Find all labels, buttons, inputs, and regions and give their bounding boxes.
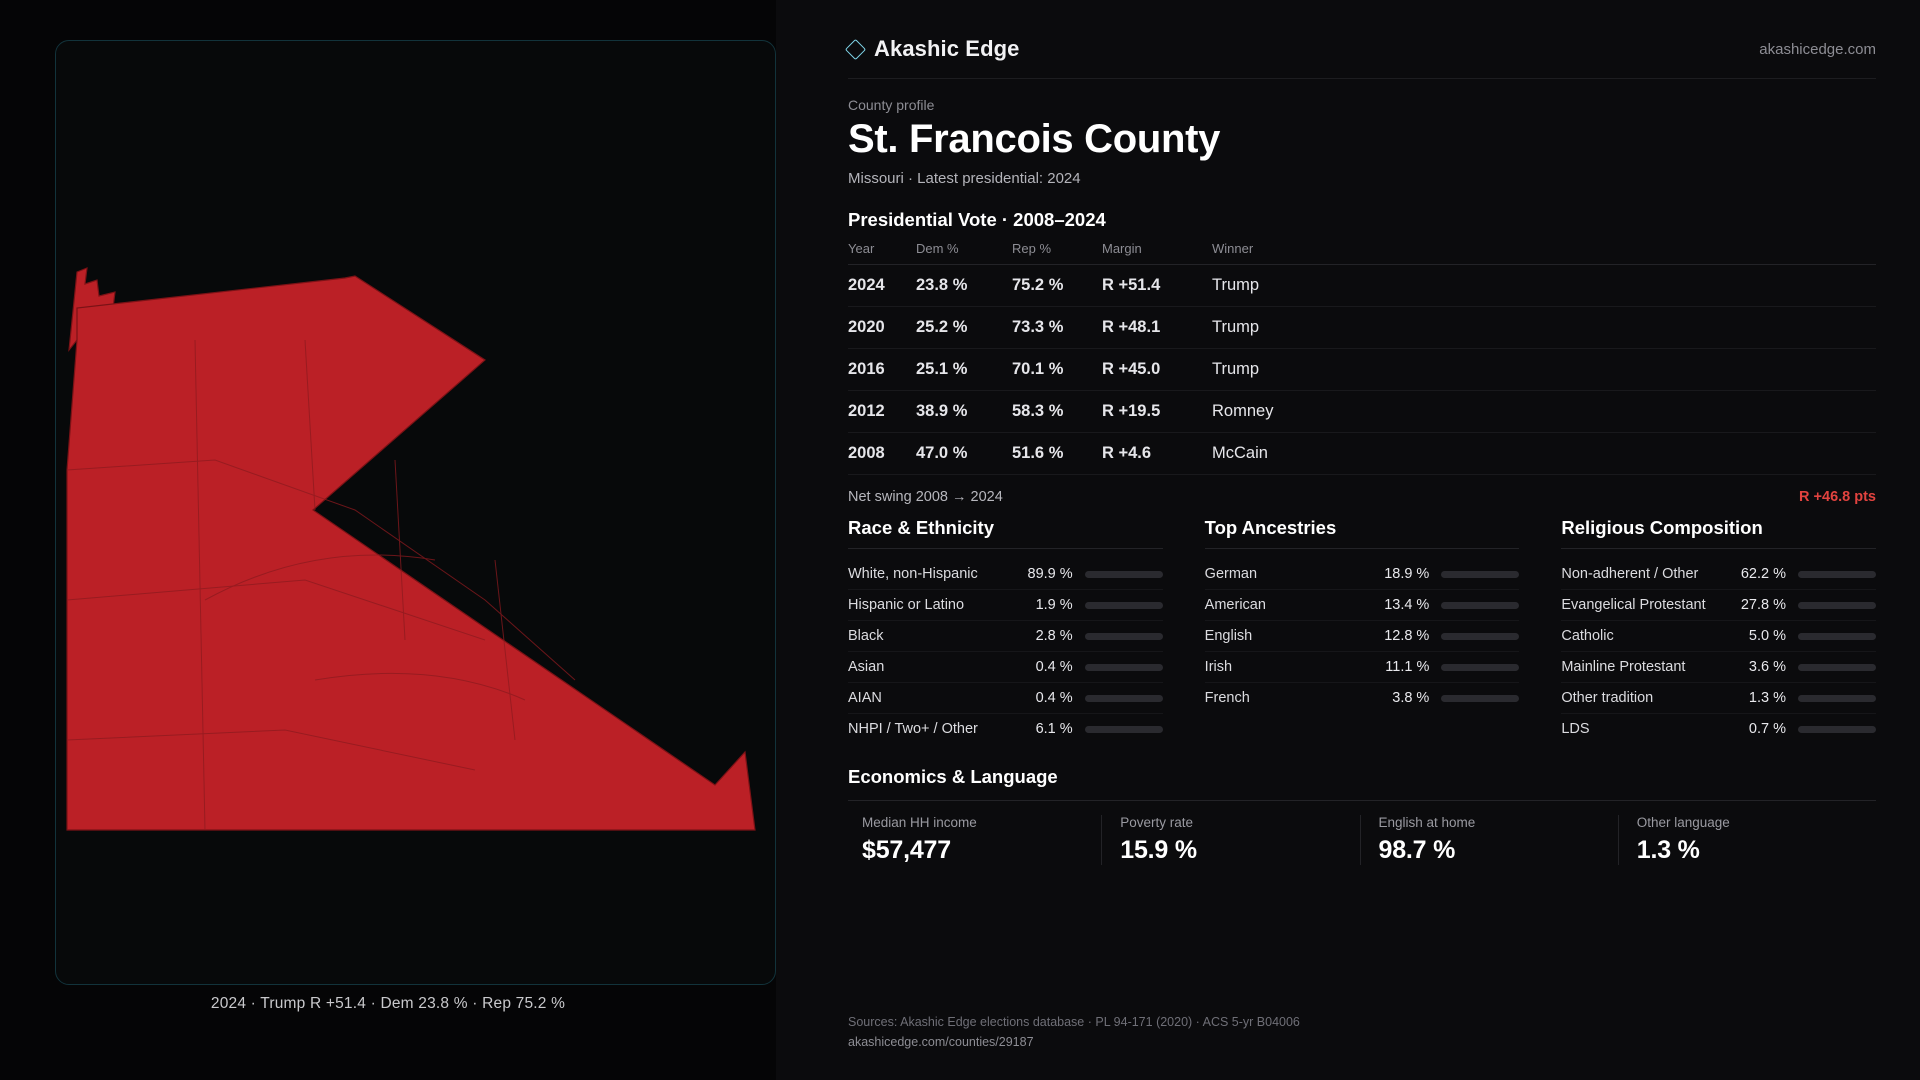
table-row [848,433,1876,475]
table-row [848,265,1876,307]
stat-value: 13.4 % [1384,597,1430,613]
stat-bar [1441,633,1519,640]
econ-label: Other language [1636,815,1730,830]
cell-winner: Trump [1212,307,1876,349]
stat-value: 12.8 % [1384,628,1430,644]
cell-dem: 38.9 % [916,391,1012,433]
religion-block [1545,517,1876,744]
econ-value: 15.9 % [1120,836,1197,864]
stat-value: 89.9 % [1027,566,1073,582]
stat-label: White, non-Hispanic [848,566,978,582]
stat-label: Black [848,628,884,644]
economics-title: Economics & Language [848,766,1058,787]
stat-bar [1085,695,1163,702]
cell-margin: R +48.1 [1102,307,1212,349]
report-panel [776,0,1920,1080]
col-header-year: Year [848,241,916,265]
cell-winner: Trump [1212,265,1876,307]
econ-card [848,815,1101,865]
stat-row [1205,590,1520,621]
stat-label: LDS [1561,721,1590,737]
stat-bar [1085,664,1163,671]
cell-margin: R +45.0 [1102,349,1212,391]
table-row [848,391,1876,433]
stat-row [848,621,1163,652]
brand [848,36,1019,62]
econ-card [1618,815,1876,865]
stat-row [1561,559,1876,590]
cell-dem: 25.2 % [916,307,1012,349]
stat-value: 5.0 % [1748,628,1787,644]
stat-value: 11.1 % [1385,659,1430,675]
ancestry-title: Top Ancestries [1205,517,1520,549]
cell-year: 2008 [848,433,916,475]
cell-rep: 75.2 % [1012,265,1102,307]
stat-label: Mainline Protestant [1561,659,1686,675]
econ-label: Median HH income [862,815,977,830]
econ-label: Poverty rate [1120,815,1194,830]
stat-bar [1798,633,1876,640]
stat-bar [1085,602,1163,609]
stat-label: Irish [1204,659,1233,675]
stat-label: Non-adherent / Other [1561,566,1699,582]
map-caption: 2024 · Trump R +51.4 · Dem 23.8 % · Rep 75.2 % [210,995,566,1012]
stat-bar [1441,664,1519,671]
stat-label: German [1204,566,1258,582]
cell-margin: R +19.5 [1102,391,1212,433]
stat-row [1561,621,1876,652]
stat-value: 18.9 % [1384,566,1430,582]
stat-label: Asian [848,659,885,675]
page-title: St. Francois County [848,117,1221,161]
stat-label: English [1204,628,1253,644]
cell-year: 2016 [848,349,916,391]
stat-value: 6.1 % [1035,721,1073,737]
net-swing-value: R +46.8 pts [1799,489,1876,505]
presidential-vote-table [848,241,1876,475]
stat-value: 0.7 % [1748,721,1787,737]
stat-bar [1798,726,1876,733]
race-title: Race & Ethnicity [848,517,1163,549]
econ-card [1101,815,1359,865]
cell-winner: Romney [1212,391,1876,433]
table-row [848,307,1876,349]
stat-bar [1085,571,1163,578]
cell-rep: 51.6 % [1012,433,1102,475]
demographics-columns [848,517,1876,744]
stat-label: NHPI / Two+ / Other [848,721,978,737]
sources-url[interactable]: akashicedge.com/counties/29187 [848,1034,1034,1049]
stat-bar [1441,695,1519,702]
stat-row [1561,652,1876,683]
stat-bar [1798,664,1876,671]
county-map[interactable] [55,40,776,985]
page-kicker: County profile [848,97,935,113]
economics-cards [848,800,1876,865]
stat-row [848,559,1163,590]
col-header-margin: Margin [1102,241,1212,265]
ancestry-block [1189,517,1546,744]
stat-value: 27.8 % [1740,597,1787,613]
sources-line: Sources: Akashic Edge elections database · PL 94-171 (2020) · ACS 5-yr B04006 [848,1015,1300,1030]
vote-section-title: Presidential Vote · 2008–2024 [848,209,1106,230]
diamond-icon [845,38,866,59]
stat-bar [1085,633,1163,640]
cell-dem: 23.8 % [916,265,1012,307]
stat-row [848,652,1163,683]
cell-margin: R +4.6 [1102,433,1212,475]
stat-bar [1441,571,1519,578]
stat-row [1561,714,1876,744]
stat-value: 1.3 % [1748,690,1787,706]
map-panel [0,0,776,1080]
stat-row [1205,652,1520,683]
brand-name: Akashic Edge [874,36,1020,61]
religion-title: Religious Composition [1561,517,1876,549]
stat-label: Catholic [1561,628,1614,644]
econ-label: English at home [1378,815,1476,830]
stat-value: 3.6 % [1748,659,1787,675]
stat-label: Other tradition [1561,690,1654,706]
county-shape [67,268,755,830]
cell-rep: 73.3 % [1012,307,1102,349]
brand-site[interactable]: akashicedge.com [1759,40,1876,58]
stat-bar [1441,602,1519,609]
net-swing-label: Net swing 2008 → 2024 [848,489,1003,505]
stat-bar [1798,695,1876,702]
stat-value: 0.4 % [1035,690,1073,706]
cell-year: 2020 [848,307,916,349]
table-row [848,349,1876,391]
econ-value: $57,477 [862,836,951,864]
cell-dem: 25.1 % [916,349,1012,391]
stat-row [848,683,1163,714]
cell-winner: Trump [1212,349,1876,391]
econ-value: 98.7 % [1378,836,1456,864]
stat-label: AIAN [848,690,882,706]
stat-bar [1085,726,1163,733]
stat-bar [1798,571,1876,578]
stat-label: American [1204,597,1266,613]
cell-rep: 58.3 % [1012,391,1102,433]
col-header-dem: Dem % [916,241,1012,265]
sources-block [848,1013,1300,1052]
stat-label: Evangelical Protestant [1561,597,1706,613]
stat-row [1561,683,1876,714]
stat-row [848,714,1163,744]
stat-row [1205,621,1520,652]
econ-value: 1.3 % [1636,836,1700,864]
cell-year: 2024 [848,265,916,307]
col-header-rep: Rep % [1012,241,1102,265]
stat-value: 1.9 % [1035,597,1073,613]
brand-row [848,36,1876,79]
cell-year: 2012 [848,391,916,433]
stat-value: 62.2 % [1740,566,1787,582]
cell-dem: 47.0 % [916,433,1012,475]
net-swing-row [848,475,1876,511]
stat-row [1561,590,1876,621]
cell-winner: McCain [1212,433,1876,475]
stat-bar [1798,602,1876,609]
race-ethnicity-block [848,517,1189,744]
stat-label: Hispanic or Latino [848,597,965,613]
econ-card [1360,815,1618,865]
stat-value: 3.8 % [1392,690,1430,706]
table-header-row [848,241,1876,265]
page-subtitle: Missouri · Latest presidential: 2024 [848,170,1081,187]
stat-row [848,590,1163,621]
stat-value: 2.8 % [1035,628,1073,644]
stat-row [1205,559,1520,590]
stat-value: 0.4 % [1035,659,1073,675]
col-header-winner: Winner [1212,241,1876,265]
stat-row [1205,683,1520,713]
cell-margin: R +51.4 [1102,265,1212,307]
stat-label: French [1204,690,1250,706]
cell-rep: 70.1 % [1012,349,1102,391]
